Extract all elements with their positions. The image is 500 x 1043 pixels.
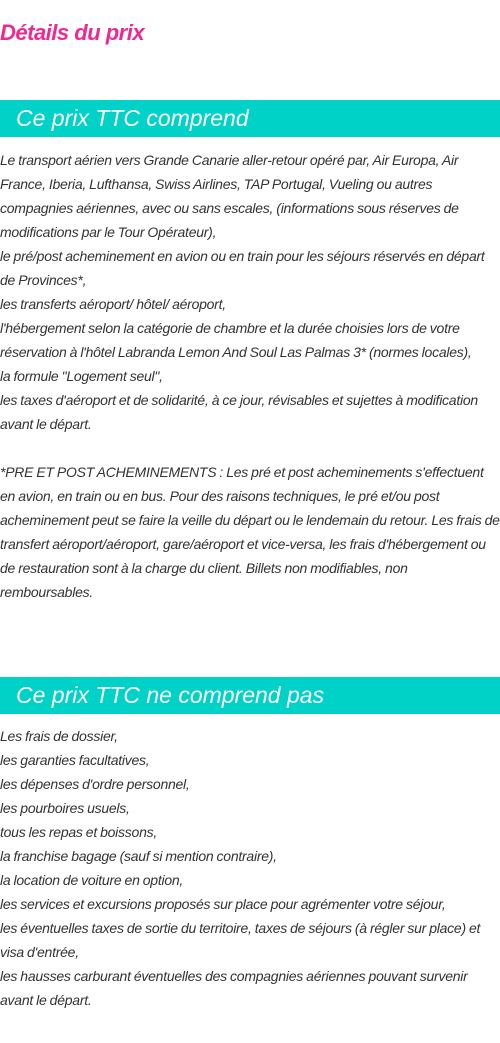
- section-heading-included: Ce prix TTC comprend: [0, 100, 500, 137]
- excluded-content: [0, 724, 500, 1012]
- page-title: Détails du prix: [0, 20, 145, 45]
- included-content: [0, 148, 500, 604]
- section-heading-excluded: Ce prix TTC ne comprend pas: [0, 677, 500, 714]
- included-list: Le transport aérien vers Grande Canarie aller-retour opéré par, Air Europa, Air France, Iberia, Lufthansa, Swiss Airlines, TAP Portugal, Vueling ou autres compagnies aériennes, avec ou sans escales, (informations sous réserves de modifications par le Tour Opérateur), le pré/post acheminement en avion ou en train pour les séjours réservés en départ de Provinces*, les transferts aéroport/ hôtel/ aéroport, l'hébergement selon la catégorie de chambre et la durée choisies lors de votre réservation à l'hôtel Labranda Lemon And Soul Las Palmas 3* (normes locales), la formule "Logement seul", les taxes d'aéroport et de solidarité, à ce jour, révisables et sujettes à modification avant le départ.: [0, 152, 485, 432]
- preacheminement-note: *PRE ET POST ACHEMINEMENTS : Les pré et post acheminements s'effectuent en avion, en train ou en bus. Pour des raisons techniques, le pré et/ou post acheminement peut se faire la veille du départ ou le lendemain du retour. Les frais de transfert aéroport/aéroport, gare/aéroport et vice-versa, les frais d'hébergement ou de restauration sont à la charge du client. Billets non modifiables, non remboursables.: [0, 464, 500, 600]
- excluded-list: Les frais de dossier, les garanties facultatives, les dépenses d'ordre personnel, les pourboires usuels, tous les repas et boissons, la franchise bagage (sauf si mention contraire), la location de voiture en option, les services et excursions proposés sur place pour agrémenter votre séjour, les éventuelles taxes de sortie du territoire, taxes de séjours (à régler sur place) et visa d'entrée, les hausses carburant éventuelles des compagnies aériennes pouvant survenir avant le départ.: [0, 728, 481, 1008]
